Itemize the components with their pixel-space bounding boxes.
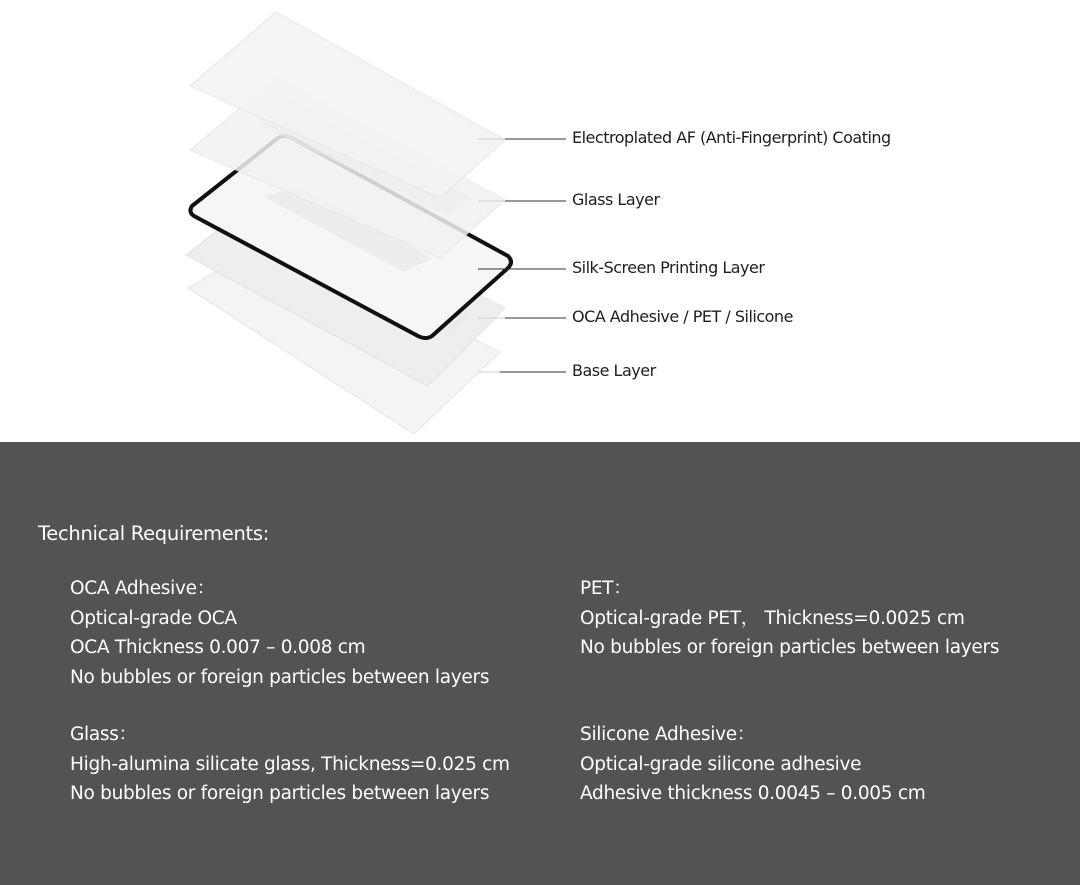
- glass-block: [70, 720, 510, 809]
- block-line: No bubbles or foreign particles between layers: [70, 666, 490, 688]
- block-title: OCA Adhesive：: [70, 578, 215, 599]
- block-title: Glass：: [70, 724, 137, 745]
- callout-af-coating: Electroplated AF (Anti-Fingerprint) Coating: [572, 128, 891, 147]
- silicone-adhesive-block: [580, 720, 999, 809]
- block-line: Adhesive thickness 0.0045 – 0.005 cm: [580, 783, 926, 804]
- block-line: No bubbles or foreign particles between layers: [70, 783, 490, 804]
- requirements-heading: Technical Requirements:: [38, 522, 269, 545]
- callout-oca-pet-silicone: OCA Adhesive / PET / Silicone: [572, 307, 793, 326]
- block-title: Silicone Adhesive：: [580, 724, 756, 745]
- block-line: No bubbles or foreign particles between layers: [580, 637, 1000, 658]
- requirements-left-column: [70, 574, 510, 837]
- block-line: Optical-grade silicone adhesive: [580, 753, 862, 775]
- pet-block: [580, 574, 999, 663]
- layer-diagram-section: [0, 0, 1080, 442]
- requirements-right-column: [580, 574, 999, 837]
- technical-requirements-panel: [0, 442, 1080, 885]
- block-line: High-alumina silicate glass, Thickness=0.025 cm: [70, 753, 510, 775]
- block-title: PET：: [580, 578, 632, 599]
- screen-protector-layers-diagram: [0, 0, 1080, 442]
- callout-silk-screen-layer: Silk-Screen Printing Layer: [572, 258, 765, 277]
- callout-base-layer: Base Layer: [572, 361, 656, 380]
- callout-glass-layer: Glass Layer: [572, 190, 660, 209]
- block-line: OCA Thickness 0.007 – 0.008 cm: [70, 637, 366, 658]
- oca-adhesive-block: [70, 574, 510, 692]
- block-line: Optical-grade PET， Thickness=0.0025 cm: [580, 607, 965, 629]
- block-line: Optical-grade OCA: [70, 607, 237, 629]
